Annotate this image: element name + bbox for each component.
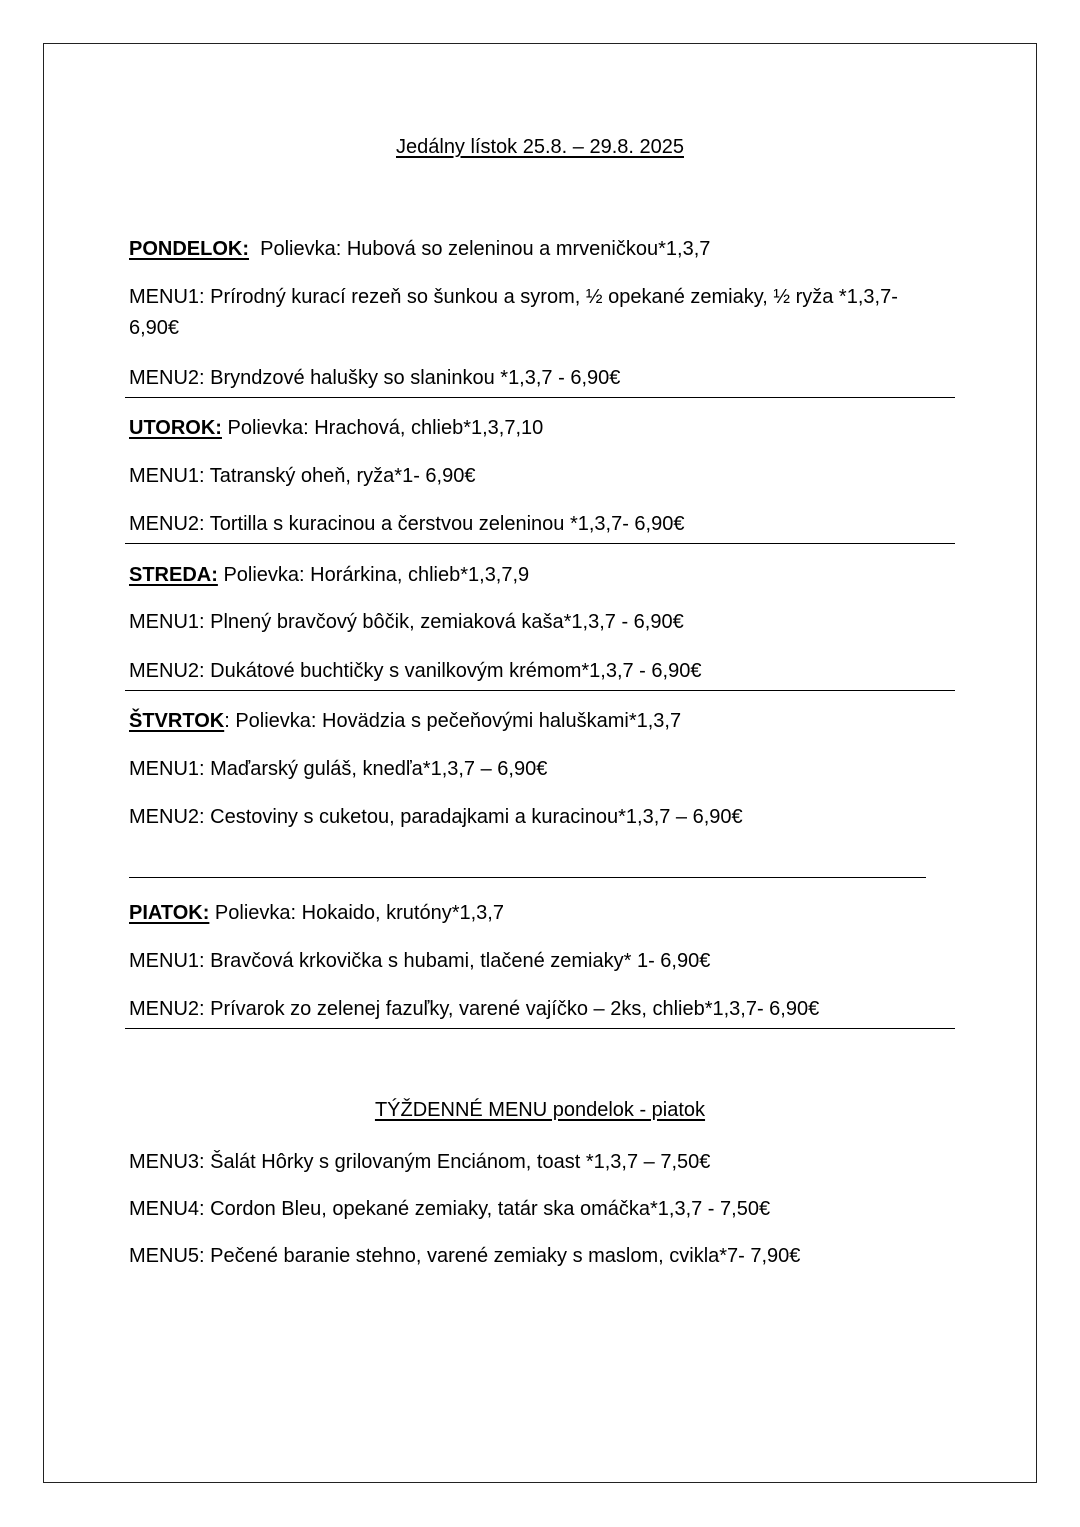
day-label-thursday: ŠTVRTOK	[129, 710, 225, 732]
divider-tuesday	[125, 543, 955, 544]
weekly-menu5: MENU5: Pečené baranie stehno, varené zemiaky s maslom, cvikla*7- 7,90€	[129, 1245, 801, 1267]
monday-menu2: MENU2: Bryndzové halušky so slaninkou *1,3,7 - 6,90€	[129, 367, 621, 389]
friday-soup-line	[129, 899, 504, 927]
day-label-wednesday: STREDA:	[129, 564, 218, 586]
day-label-friday: PIATOK:	[129, 902, 210, 924]
wednesday-menu1: MENU1: Plnený bravčový bôčik, zemiaková kaša*1,3,7 - 6,90€	[129, 611, 684, 633]
wednesday-soup: Polievka: Horárkina, chlieb*1,3,7,9	[217, 564, 530, 586]
friday-menu2: MENU2: Prívarok zo zelenej fazuľky, varené vajíčko – 2ks, chlieb*1,3,7- 6,90€	[129, 998, 820, 1020]
friday-soup: Polievka: Hokaido, krutóny*1,3,7	[209, 902, 504, 924]
wednesday-menu2: MENU2: Dukátové buchtičky s vanilkovým krémom*1,3,7 - 6,90€	[129, 660, 702, 682]
thursday-menu1: MENU1: Maďarský guláš, knedľa*1,3,7 – 6,90€	[129, 758, 548, 780]
tuesday-soup: Polievka: Hrachová, chlieb*1,3,7,10	[221, 417, 544, 439]
thursday-soup: : Polievka: Hovädzia s pečeňovými haluškami*1,3,7	[224, 710, 682, 732]
friday-menu1: MENU1: Bravčová krkovička s hubami, tlačené zemiaky* 1- 6,90€	[129, 950, 711, 972]
day-label-monday: PONDELOK:	[129, 238, 249, 260]
divider-friday	[125, 1028, 955, 1029]
tuesday-soup-line	[129, 414, 543, 442]
divider-wednesday	[125, 690, 955, 691]
wednesday-soup-line	[129, 561, 529, 589]
weekly-menu4: MENU4: Cordon Bleu, opekané zemiaky, tatár ska omáčka*1,3,7 - 7,50€	[129, 1198, 771, 1220]
monday-soup: Polievka: Hubová so zeleninou a mrveničkou*1,3,7	[249, 238, 711, 260]
weekly-menu-title-text: TÝŽDENNÉ MENU pondelok - piatok	[374, 1099, 706, 1121]
weekly-menu3: MENU3: Šalát Hôrky s grilovaným Enciánom, toast *1,3,7 – 7,50€	[129, 1151, 711, 1173]
underscore-divider	[129, 877, 926, 878]
tuesday-menu1: MENU1: Tatranský oheň, ryža*1- 6,90€	[129, 465, 476, 487]
weekly-menu-title	[0, 1096, 1080, 1124]
menu-title-text: Jedálny lístok 25.8. – 29.8. 2025	[396, 136, 684, 158]
day-label-tuesday: UTOROK:	[129, 417, 222, 439]
divider-monday	[125, 397, 955, 398]
menu-title	[0, 133, 1080, 161]
tuesday-menu2: MENU2: Tortilla s kuracinou a čerstvou zeleninou *1,3,7- 6,90€	[129, 513, 685, 535]
monday-soup-line	[129, 235, 710, 263]
thursday-soup-line	[129, 707, 681, 735]
monday-menu1: MENU1: Prírodný kurací rezeň so šunkou a syrom, ½ opekané zemiaky, ½ ryža *1,3,7- 6,90€	[129, 286, 898, 339]
thursday-menu2: MENU2: Cestoviny s cuketou, paradajkami a kuracinou*1,3,7 – 6,90€	[129, 806, 743, 828]
